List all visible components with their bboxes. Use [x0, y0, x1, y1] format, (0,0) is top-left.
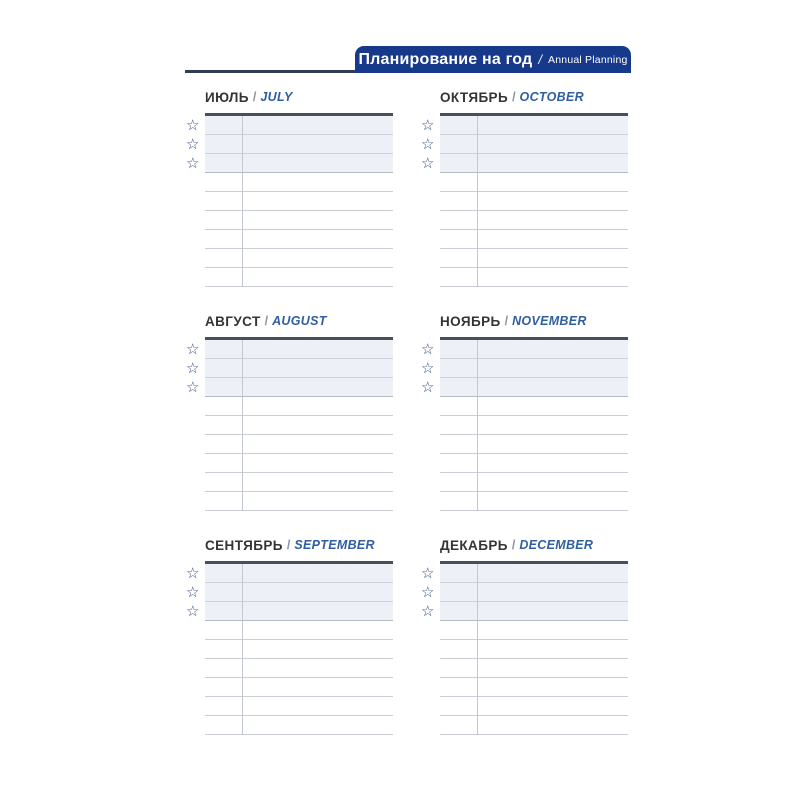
- starred-row: [440, 583, 628, 602]
- month-separator: /: [511, 538, 516, 552]
- ruled-row: [440, 678, 628, 697]
- starred-row: [440, 116, 628, 135]
- star-icon: ☆: [421, 602, 435, 620]
- ruled-row: [440, 697, 628, 716]
- month-table: [185, 113, 393, 287]
- ruled-row: [440, 621, 628, 640]
- starred-row: [205, 340, 393, 359]
- star-icon: ☆: [186, 359, 200, 377]
- month-block-november: [420, 314, 628, 511]
- star-icon: ☆: [421, 583, 435, 601]
- table-divider-line: [242, 564, 243, 735]
- starred-row: [440, 378, 628, 397]
- stars-column: [185, 113, 205, 287]
- star-icon: ☆: [186, 154, 200, 172]
- star-icon: ☆: [421, 154, 435, 172]
- ruled-row: [440, 640, 628, 659]
- ruled-row: [205, 473, 393, 492]
- month-name-ru: СЕНТЯБРЬ: [205, 538, 283, 553]
- starred-row: [440, 340, 628, 359]
- star-icon: ☆: [186, 116, 200, 134]
- page-title-separator: /: [538, 52, 543, 67]
- table-divider-line: [477, 564, 478, 735]
- month-name-en: NOVEMBER: [512, 314, 587, 328]
- ruled-row: [205, 435, 393, 454]
- month-table: [420, 561, 628, 735]
- stars-column: [420, 337, 440, 511]
- month-block-august: [185, 314, 393, 511]
- planning-table: [205, 337, 393, 511]
- month-name-en: OCTOBER: [519, 90, 584, 104]
- stars-column: [185, 561, 205, 735]
- month-table: [420, 337, 628, 511]
- star-icon: ☆: [186, 135, 200, 153]
- ruled-row: [440, 268, 628, 287]
- month-header: [205, 538, 393, 561]
- month-header: [440, 90, 628, 113]
- star-icon: ☆: [186, 602, 200, 620]
- ruled-row: [440, 211, 628, 230]
- ruled-row: [440, 435, 628, 454]
- table-divider-line: [242, 116, 243, 287]
- star-icon: ☆: [186, 378, 200, 396]
- starred-row: [440, 359, 628, 378]
- month-header: [205, 90, 393, 113]
- month-header: [440, 538, 628, 561]
- ruled-row: [205, 397, 393, 416]
- table-divider-line: [242, 340, 243, 511]
- ruled-row: [440, 454, 628, 473]
- stars-column: [420, 113, 440, 287]
- month-separator: /: [264, 314, 269, 328]
- starred-row: [205, 154, 393, 173]
- star-icon: ☆: [186, 583, 200, 601]
- planning-table: [440, 337, 628, 511]
- ruled-row: [205, 268, 393, 287]
- month-header: [440, 314, 628, 337]
- ruled-row: [205, 416, 393, 435]
- ruled-row: [440, 192, 628, 211]
- ruled-row: [440, 716, 628, 735]
- ruled-row: [205, 192, 393, 211]
- stars-column: [185, 337, 205, 511]
- starred-row: [205, 359, 393, 378]
- month-block-september: [185, 538, 393, 735]
- star-icon: ☆: [421, 378, 435, 396]
- ruled-row: [440, 659, 628, 678]
- star-icon: ☆: [421, 359, 435, 377]
- ruled-row: [205, 697, 393, 716]
- month-block-july: [185, 90, 393, 287]
- month-separator: /: [252, 90, 257, 104]
- star-icon: ☆: [186, 564, 200, 582]
- ruled-row: [440, 397, 628, 416]
- starred-row: [205, 116, 393, 135]
- star-icon: ☆: [421, 135, 435, 153]
- ruled-row: [205, 678, 393, 697]
- starred-row: [205, 135, 393, 154]
- ruled-row: [440, 492, 628, 511]
- ruled-row: [205, 230, 393, 249]
- ruled-row: [205, 211, 393, 230]
- star-icon: ☆: [186, 340, 200, 358]
- month-table: [185, 337, 393, 511]
- planning-table: [205, 113, 393, 287]
- page-title-en: Annual Planning: [548, 53, 628, 66]
- star-icon: ☆: [421, 564, 435, 582]
- month-separator: /: [512, 90, 516, 104]
- ruled-row: [205, 249, 393, 268]
- month-name-ru: ОКТЯБРЬ: [440, 90, 509, 105]
- month-block-december: [420, 538, 628, 735]
- ruled-row: [440, 249, 628, 268]
- starred-row: [440, 602, 628, 621]
- starred-row: [205, 564, 393, 583]
- month-name-en: SEPTEMBER: [294, 538, 375, 552]
- ruled-row: [205, 492, 393, 511]
- star-icon: ☆: [421, 340, 435, 358]
- ruled-row: [205, 659, 393, 678]
- month-header: [205, 314, 393, 337]
- starred-row: [440, 154, 628, 173]
- ruled-row: [440, 173, 628, 192]
- month-name-en: AUGUST: [272, 314, 327, 328]
- ruled-row: [440, 473, 628, 492]
- month-name-ru: НОЯБРЬ: [440, 314, 501, 329]
- month-name-en: JULY: [260, 90, 293, 104]
- month-table: [185, 561, 393, 735]
- starred-row: [440, 564, 628, 583]
- month-separator: /: [286, 538, 291, 552]
- month-name-ru: ИЮЛЬ: [205, 90, 249, 105]
- month-block-october: [420, 90, 628, 287]
- ruled-row: [205, 621, 393, 640]
- star-icon: ☆: [421, 116, 435, 134]
- starred-row: [440, 135, 628, 154]
- ruled-row: [205, 173, 393, 192]
- starred-row: [205, 378, 393, 397]
- table-divider-line: [477, 116, 478, 287]
- page-title-ru: Планирование на год: [358, 50, 533, 68]
- header-rule-line: [185, 70, 356, 73]
- planning-table: [440, 113, 628, 287]
- stars-column: [420, 561, 440, 735]
- ruled-row: [440, 416, 628, 435]
- planning-table: [205, 561, 393, 735]
- ruled-row: [205, 454, 393, 473]
- month-separator: /: [504, 314, 509, 328]
- ruled-row: [205, 640, 393, 659]
- month-name-en: DECEMBER: [519, 538, 594, 552]
- month-table: [420, 113, 628, 287]
- page-title-tab: [355, 46, 631, 73]
- month-name-ru: АВГУСТ: [205, 314, 261, 329]
- table-divider-line: [477, 340, 478, 511]
- month-name-ru: ДЕКАБРЬ: [440, 538, 508, 553]
- starred-row: [205, 583, 393, 602]
- starred-row: [205, 602, 393, 621]
- planning-table: [440, 561, 628, 735]
- ruled-row: [205, 716, 393, 735]
- ruled-row: [440, 230, 628, 249]
